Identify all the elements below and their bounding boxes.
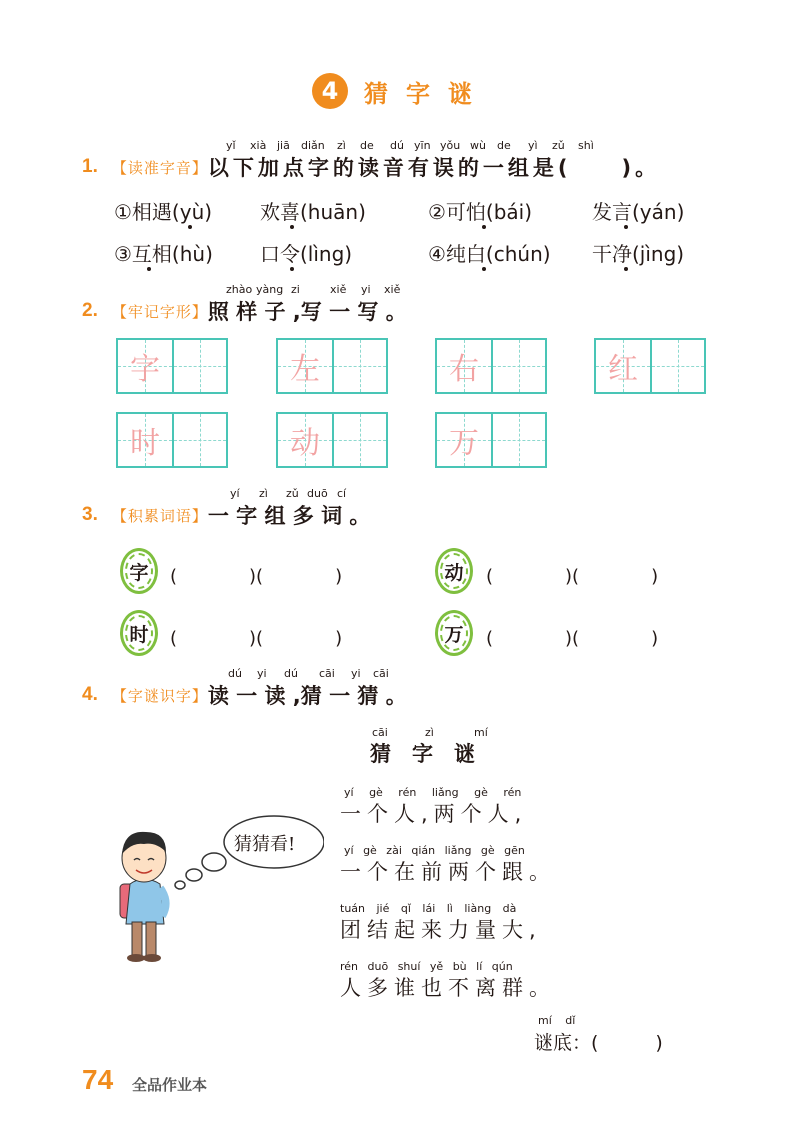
emphasis-dot bbox=[188, 225, 192, 229]
pinyin-syllable: cāi bbox=[373, 667, 389, 680]
pinyin-syllable: yǐ bbox=[226, 139, 236, 152]
lesson-title bbox=[312, 72, 490, 110]
pinyin-syllable: dú bbox=[228, 667, 242, 680]
pinyin-syllable: zì bbox=[259, 487, 268, 500]
poem-line: 一个在前两个跟。 bbox=[340, 860, 556, 884]
tianzige-grid bbox=[276, 412, 388, 468]
q3-tag: 【积累词语】 bbox=[111, 506, 208, 525]
q1-option-c: ③互相(hù) bbox=[114, 242, 213, 266]
poem-line-pinyin: yí gè zài qián liǎng gè gēn bbox=[344, 844, 525, 857]
book-title: 全品作业本 bbox=[132, 1076, 208, 1094]
pinyin-syllable: diǎn bbox=[301, 139, 325, 152]
q1-option-d2: 干净(jìng) bbox=[592, 242, 685, 266]
q1-option-a2: 欢喜(huān) bbox=[260, 200, 366, 224]
pinyin-syllable: xiě bbox=[330, 283, 347, 296]
q1-option-a: ①相遇(yù) bbox=[114, 200, 213, 224]
pinyin-syllable: zi bbox=[291, 283, 300, 296]
model-char: 时 bbox=[130, 426, 160, 461]
pinyin-syllable: dú bbox=[284, 667, 298, 680]
q1-pinyin bbox=[0, 139, 800, 153]
q2-heading bbox=[82, 296, 407, 326]
circled-char: 万 bbox=[435, 610, 473, 656]
pinyin-syllable: zǔ bbox=[286, 487, 299, 500]
q4-question: 读 一 读 ,猜 一 猜 。 bbox=[207, 684, 407, 708]
q1-option-c2: 口令(lìng) bbox=[260, 242, 353, 266]
pinyin-syllable: yīn bbox=[414, 139, 431, 152]
answer-blank[interactable]: 谜底：( ) bbox=[534, 1032, 663, 1054]
tianzige-grid bbox=[276, 338, 388, 394]
q1-option-b: ②可怕(bái) bbox=[428, 200, 533, 224]
poem-line-pinyin: yí gè rén liǎng gè rén bbox=[344, 786, 522, 799]
tianzige-grid bbox=[435, 338, 547, 394]
q2-question: 照 样 子 ,写 一 写 。 bbox=[207, 300, 407, 324]
q1-tag: 【读准字音】 bbox=[111, 158, 208, 177]
pinyin-syllable: jiā bbox=[277, 139, 290, 152]
pinyin-syllable: yàng bbox=[256, 283, 284, 296]
lesson-number-badge: 4 bbox=[312, 73, 348, 109]
q1-heading bbox=[82, 152, 660, 182]
pinyin-syllable: xiě bbox=[384, 283, 401, 296]
pinyin-syllable: shì bbox=[578, 139, 594, 152]
pinyin-syllable: zǔ bbox=[552, 139, 565, 152]
circled-char: 动 bbox=[435, 548, 473, 594]
writing-cell[interactable] bbox=[172, 414, 226, 466]
tianzige-grid bbox=[435, 412, 547, 468]
q1-number: 1. bbox=[82, 156, 98, 177]
writing-cell[interactable] bbox=[172, 340, 226, 392]
q4-tag: 【字谜识字】 bbox=[111, 686, 208, 705]
writing-cell[interactable] bbox=[650, 340, 704, 392]
model-char: 红 bbox=[608, 352, 638, 387]
writing-cell[interactable] bbox=[491, 414, 545, 466]
pinyin-syllable: mí bbox=[474, 726, 488, 739]
pinyin-syllable: zhào bbox=[226, 283, 253, 296]
emphasis-dot bbox=[290, 225, 294, 229]
circled-char: 时 bbox=[120, 610, 158, 656]
poem-line: 人多谁也不离群。 bbox=[340, 976, 556, 1000]
writing-cell[interactable] bbox=[332, 414, 386, 466]
pinyin-syllable: yí bbox=[230, 487, 240, 500]
model-char: 右 bbox=[449, 352, 479, 387]
answer-pinyin: mí dǐ bbox=[538, 1014, 576, 1027]
q1-option-b2: 发言(yán) bbox=[592, 200, 685, 224]
word-blanks[interactable]: ( )( ) bbox=[486, 628, 659, 649]
pinyin-syllable: yǒu bbox=[440, 139, 461, 152]
q2-tag: 【牢记字形】 bbox=[111, 302, 208, 321]
writing-cell[interactable] bbox=[491, 340, 545, 392]
emphasis-dot bbox=[624, 225, 628, 229]
lesson-title-text: 猜字谜 bbox=[364, 79, 490, 108]
pinyin-syllable: yì bbox=[528, 139, 538, 152]
model-char: 左 bbox=[290, 352, 320, 387]
tianzige-grid bbox=[594, 338, 706, 394]
q1-question: 以下加点字的读音有误的一组是( )。 bbox=[207, 156, 661, 180]
model-char: 万 bbox=[449, 426, 479, 461]
pinyin-syllable: yi bbox=[351, 667, 361, 680]
model-char: 动 bbox=[290, 426, 320, 461]
word-blanks[interactable]: ( )( ) bbox=[170, 628, 343, 649]
tianzige-grid bbox=[116, 338, 228, 394]
pinyin-syllable: de bbox=[360, 139, 374, 152]
circled-char: 字 bbox=[120, 548, 158, 594]
pinyin-syllable: dú bbox=[390, 139, 404, 152]
word-blanks[interactable]: ( )( ) bbox=[486, 566, 659, 587]
emphasis-dot bbox=[482, 267, 486, 271]
emphasis-dot bbox=[147, 267, 151, 271]
pinyin-syllable: cāi bbox=[372, 726, 388, 739]
model-char: 字 bbox=[130, 352, 160, 387]
pinyin-syllable: de bbox=[497, 139, 511, 152]
q3-number: 3. bbox=[82, 504, 98, 525]
writing-cell[interactable] bbox=[332, 340, 386, 392]
q3-heading bbox=[82, 500, 370, 530]
poem-line: 团结起来力量大, bbox=[340, 918, 542, 942]
pinyin-syllable: duō bbox=[307, 487, 328, 500]
q3-pinyin bbox=[0, 487, 800, 501]
q1-option-d: ④纯白(chún) bbox=[428, 242, 551, 266]
q3-question: 一 字 组 多 词 。 bbox=[207, 504, 371, 528]
pinyin-syllable: yi bbox=[257, 667, 267, 680]
bubble-text: 猜猜看! bbox=[234, 834, 296, 855]
pinyin-syllable: yi bbox=[361, 283, 371, 296]
word-blanks[interactable]: ( )( ) bbox=[170, 566, 343, 587]
q2-pinyin bbox=[0, 283, 800, 297]
tianzige-grid bbox=[116, 412, 228, 468]
pinyin-syllable: cāi bbox=[319, 667, 335, 680]
q2-number: 2. bbox=[82, 300, 98, 321]
poem-line: 一个人,两个人, bbox=[340, 802, 528, 826]
pinyin-syllable: zì bbox=[337, 139, 346, 152]
pinyin-syllable: xià bbox=[250, 139, 267, 152]
q4-pinyin bbox=[0, 667, 800, 681]
poem-line-pinyin: tuán jié qǐ lái lì liàng dà bbox=[340, 902, 517, 915]
pinyin-syllable: zì bbox=[425, 726, 434, 739]
pinyin-syllable: wù bbox=[470, 139, 486, 152]
emphasis-dot bbox=[290, 267, 294, 271]
poem-line-pinyin: rén duō shuí yě bù lí qún bbox=[340, 960, 513, 973]
q4-heading bbox=[82, 680, 407, 710]
emphasis-dot bbox=[624, 267, 628, 271]
page-number: 74 bbox=[82, 1064, 114, 1095]
poem-title: 猜 字 谜 bbox=[370, 742, 475, 766]
emphasis-dot bbox=[482, 225, 486, 229]
q4-number: 4. bbox=[82, 684, 98, 705]
pinyin-syllable: cí bbox=[337, 487, 347, 500]
